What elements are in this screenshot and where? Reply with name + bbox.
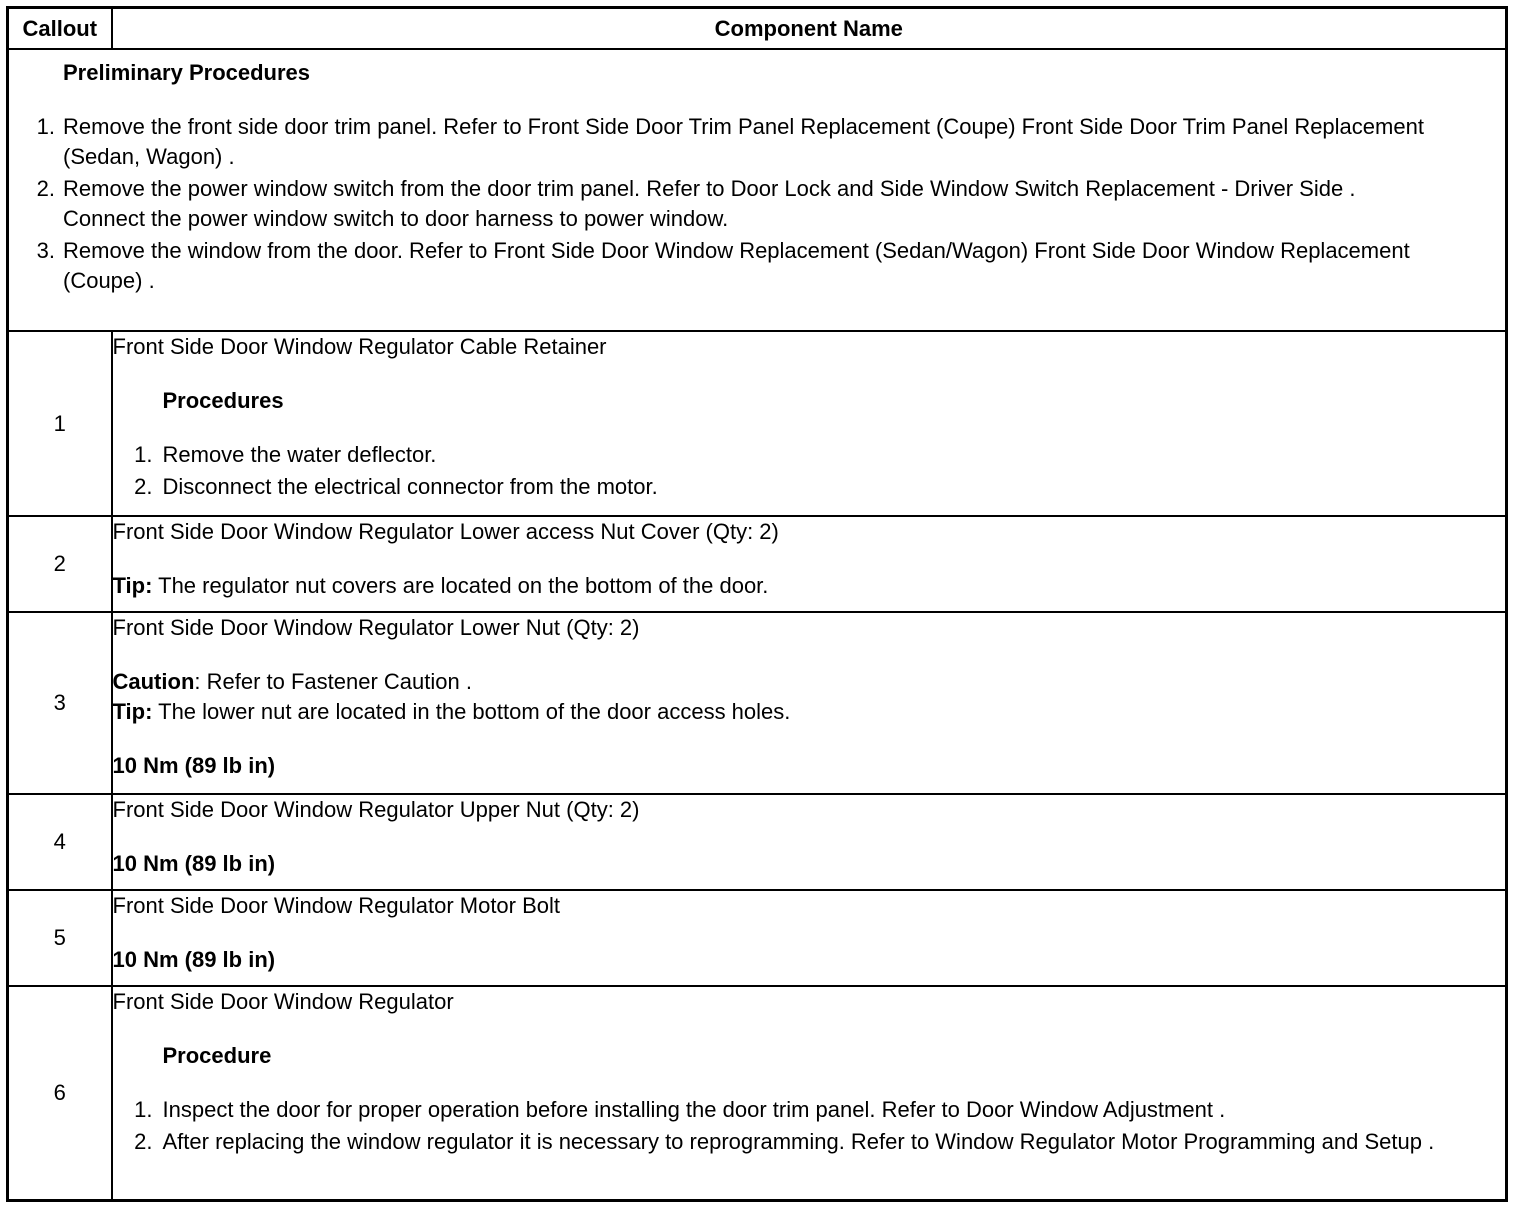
torque-spec: 10 Nm (89 lb in)	[112, 947, 276, 972]
preliminary-row	[8, 49, 1507, 331]
procedure-steps	[113, 1095, 1506, 1157]
callout-number: 1	[8, 331, 112, 516]
list-item-note	[9, 204, 1505, 234]
step-number: 1.	[134, 1097, 153, 1122]
table-row	[8, 986, 1507, 1201]
component-cell	[112, 612, 1507, 794]
table-header-row	[8, 8, 1507, 50]
list-item	[113, 1095, 1506, 1125]
callout-number: 2	[8, 516, 112, 612]
step-number: 1.	[134, 442, 153, 467]
callout-number: 3	[8, 612, 112, 794]
callout-number: 6	[8, 986, 112, 1201]
component-cell	[112, 516, 1507, 612]
list-item	[9, 174, 1505, 204]
tip-label: Tip:	[112, 699, 153, 724]
step-text: Remove the front side door trim panel. Refer to Front Side Door Trim Panel Replacement (Coupe) Front Side Door Trim Panel Replacement (Sedan, Wagon) .	[63, 114, 1424, 169]
step-text: Remove the window from the door. Refer to Front Side Door Window Replacement (Sedan/Wagon) Front Side Door Window Replacement (Coupe) .	[63, 238, 1410, 293]
list-item	[9, 112, 1505, 172]
component-name: Front Side Door Window Regulator	[112, 989, 454, 1014]
step-text: Remove the water deflector.	[162, 442, 437, 467]
step-number: 2.	[134, 1129, 153, 1154]
component-name: Front Side Door Window Regulator Cable Retainer	[112, 334, 607, 359]
tip-line	[113, 571, 1506, 601]
caution-text: : Refer to Fastener Caution .	[194, 669, 472, 694]
table-row	[8, 331, 1507, 516]
table-row	[8, 794, 1507, 890]
procedure-title: Procedures	[162, 388, 284, 413]
callout-number: 5	[8, 890, 112, 986]
preliminary-steps	[9, 112, 1505, 296]
step-number: 3.	[36, 238, 55, 263]
table-row	[8, 612, 1507, 794]
component-name: Front Side Door Window Regulator Motor Bolt	[112, 893, 561, 918]
component-name: Front Side Door Window Regulator Upper Nut (Qty: 2)	[112, 797, 640, 822]
caution-line	[113, 667, 1506, 697]
tip-text: The regulator nut covers are located on the bottom of the door.	[152, 573, 769, 598]
component-cell	[112, 890, 1507, 986]
component-cell	[112, 331, 1507, 516]
component-name: Front Side Door Window Regulator Lower access Nut Cover (Qty: 2)	[112, 519, 779, 544]
step-number: 1.	[36, 114, 55, 139]
procedure-title: Procedure	[162, 1043, 272, 1068]
step-number: 2.	[134, 474, 153, 499]
header-callout: Callout	[8, 8, 112, 50]
torque-spec: 10 Nm (89 lb in)	[112, 851, 276, 876]
component-cell	[112, 794, 1507, 890]
list-item	[113, 440, 1506, 470]
step-text: Disconnect the electrical connector from the motor.	[162, 474, 658, 499]
table-row	[8, 890, 1507, 986]
component-name: Front Side Door Window Regulator Lower Nut (Qty: 2)	[112, 615, 640, 640]
step-text: Remove the power window switch from the door trim panel. Refer to Door Lock and Side Window Switch Replacement - Driver Side .	[63, 176, 1356, 201]
procedure-steps	[113, 440, 1506, 502]
header-component-name: Component Name	[112, 8, 1507, 50]
tip-text: The lower nut are located in the bottom of the door access holes.	[152, 699, 791, 724]
list-item	[113, 1127, 1506, 1157]
tip-line	[113, 697, 1506, 727]
torque-spec: 10 Nm (89 lb in)	[112, 753, 276, 778]
callout-number: 4	[8, 794, 112, 890]
callout-table	[6, 6, 1508, 1202]
preliminary-cell	[8, 49, 1507, 331]
tip-label: Tip:	[112, 573, 153, 598]
list-item	[9, 236, 1505, 296]
table-row	[8, 516, 1507, 612]
list-item	[113, 472, 1506, 502]
step-number: 2.	[36, 176, 55, 201]
step-text: After replacing the window regulator it is necessary to reprogramming. Refer to Window Regulator Motor Programming and Setup .	[162, 1129, 1435, 1154]
step-text: Inspect the door for proper operation before installing the door trim panel. Refer to Door Window Adjustment .	[162, 1097, 1226, 1122]
step-note: Connect the power window switch to door harness to power window.	[63, 206, 729, 231]
preliminary-title: Preliminary Procedures	[63, 60, 311, 85]
component-cell	[112, 986, 1507, 1201]
caution-label: Caution	[112, 669, 195, 694]
